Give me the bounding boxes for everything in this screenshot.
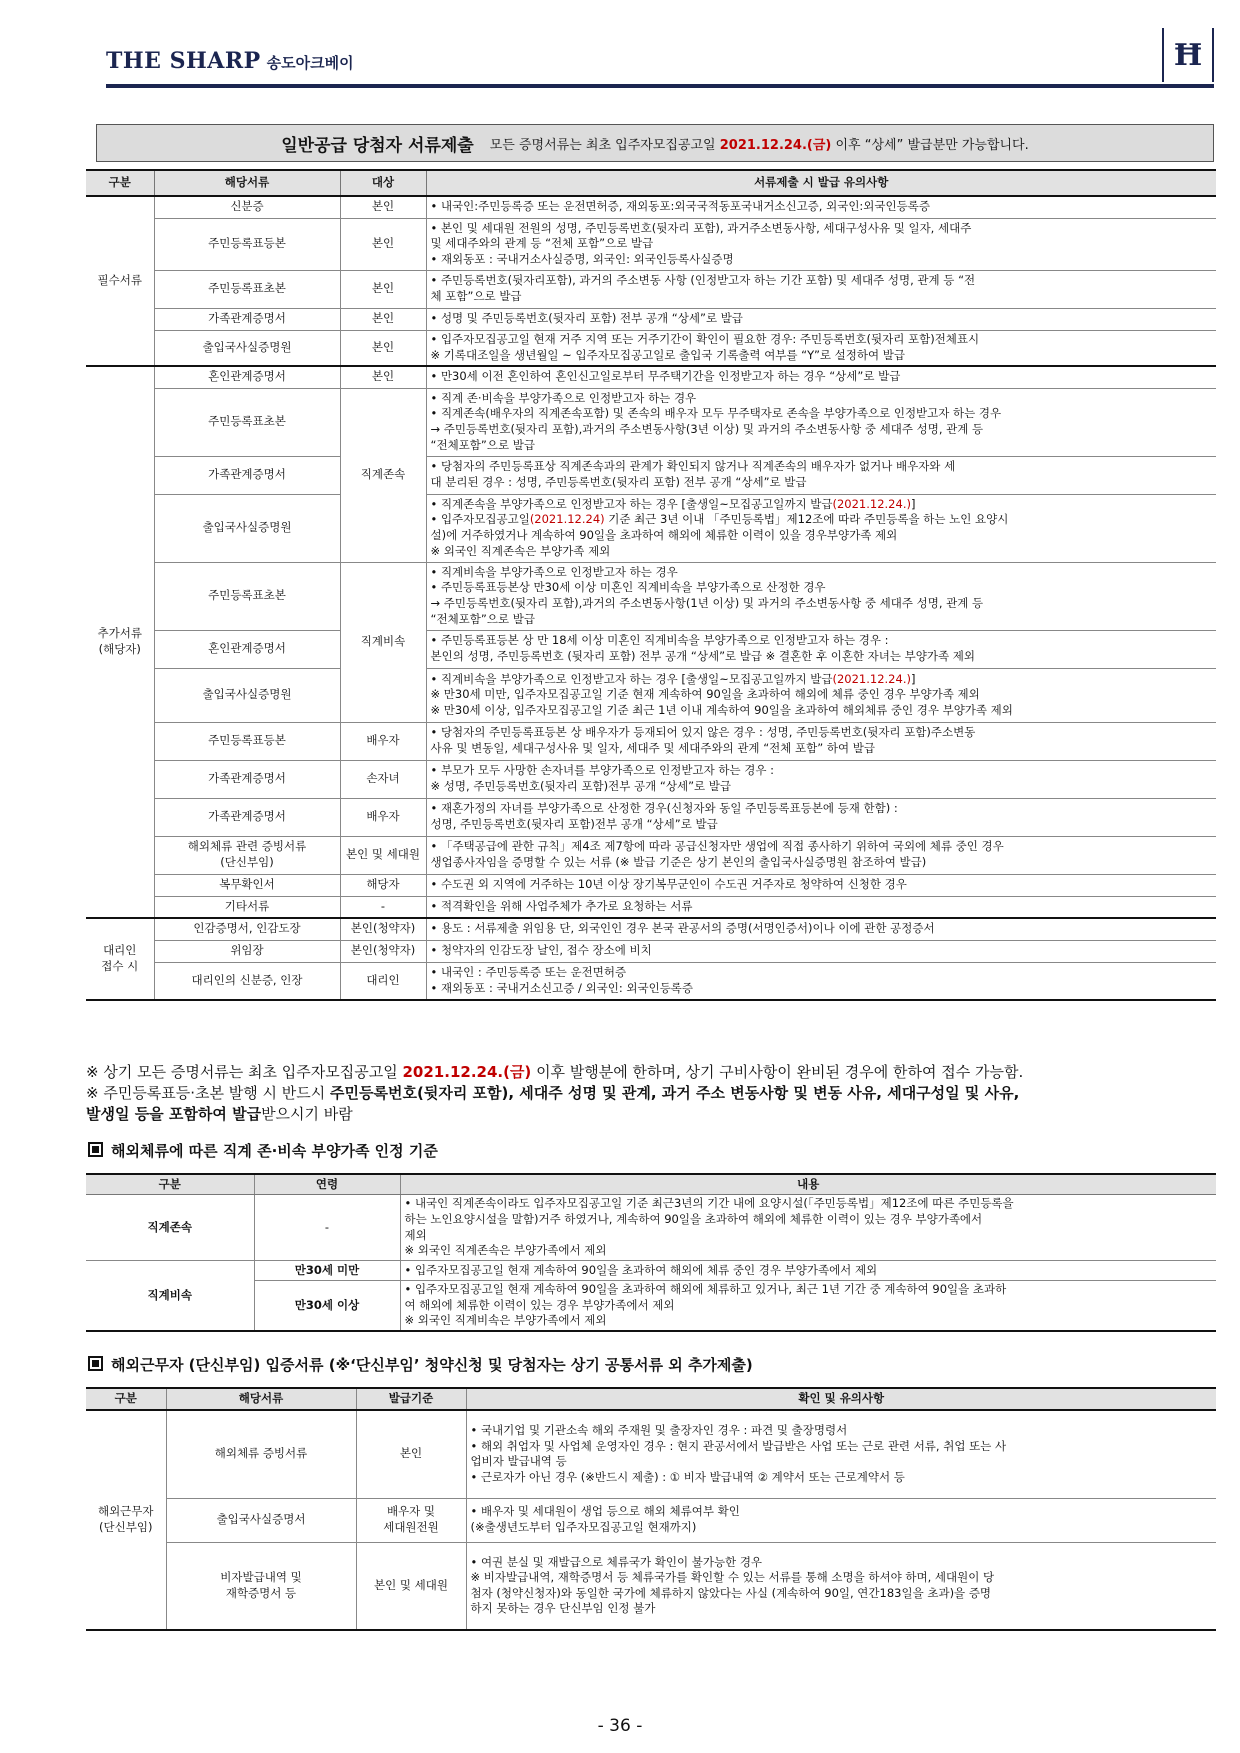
footnote-text: 이후 발행분에 한하며, 상기 구비사항이 완비된 경우에 한하여 접수 가능함. [531,1063,1024,1081]
table-row [86,1410,1216,1498]
note: • 국내기업 및 기관소속 해외 주재원 및 출장자인 경우 : 파견 및 출장명령서 [470,1423,848,1438]
doc-name: 출입국사실증명원 [154,668,340,722]
doc-name: 출입국사실증명서 [166,1498,356,1542]
note: → 주민등록번호(뒷자리 포함),과거의 주소변동사항(1년 이상) 및 과거의 주소변동사항 중 세대주 성명, 관계 등 “전체포함”으로 발급 [430,596,984,626]
note: • 직계비속을 부양가족으로 인정받고자 하는 경우 [430,564,678,579]
notes [426,760,1216,798]
section-title [88,1140,438,1161]
table-row [86,630,1216,668]
overseas-stay-criteria-table [86,1173,1216,1332]
table-row [86,760,1216,798]
col-header: 확인 및 유의사항 [466,1388,1216,1410]
col-header: 내용 [400,1174,1216,1195]
footnote-text: ※ 주민등록표등·초본 발행 시 반드시 [86,1084,331,1102]
group-label: 대리인 접수 시 [86,918,154,1000]
page-header [106,37,1214,88]
note: ※ 비자발급내역, 재학증명서 등 체류국가를 확인할 수 있는 서류를 통해 소명을 하셔야 하며, 세대원이 당 첨자 (청약신청자)와 동일한 국가에 체류하지 않았다는 사실 (계속하여 90일, 연간183일을 초과)을 증명 하지 못하는 경우 단신부임 인정 불가 [470,1570,995,1616]
note: (※출생년도부터 입주자모집공고일 현재까지) [470,1520,697,1534]
target: 본인 [340,308,426,330]
table-row [86,456,1216,494]
note-text: ] [910,671,916,686]
note: • 청약자의 인감도장 날인, 접수 장소에 비치 [430,943,652,958]
col-header: 연령 [254,1174,400,1195]
col-header: 구분 [86,1388,166,1410]
doc-name: 해외체류 관련 증빙서류 (단신부임) [154,836,340,874]
banner-date: 2021.12.24.(금) [719,137,832,153]
note-date: (2021.12.24.) [832,496,911,511]
notes [426,494,1216,562]
table-row [86,1261,1216,1281]
note-date: (2021.12.24) [529,512,605,527]
table-row [86,562,1216,630]
footnotes [86,1062,1216,1125]
col-header: 구분 [86,1174,254,1195]
doc-name: 혼인관계증명서 [154,630,340,668]
section-banner [96,124,1214,162]
doc-name: 출입국사실증명원 [154,330,340,366]
notes [426,388,1216,456]
footnote-text: 받으시기 바람 [261,1105,353,1123]
notes [466,1542,1216,1630]
notes [426,308,1216,330]
col-header: 해당서류 [166,1388,356,1410]
target: - [340,896,426,918]
table-row [86,1542,1216,1630]
target: 본인 및 세대원 [340,836,426,874]
col-header: 구분 [86,170,154,196]
footnote [86,1062,1216,1083]
notes [426,562,1216,630]
note-date: (2021.12.24.) [832,671,911,686]
note: • 여권 분실 및 재발급으로 체류국가 확인이 불가능한 경우 [470,1554,763,1569]
notes [426,940,1216,962]
table-row [86,196,1216,218]
col-header: 대상 [340,170,426,196]
note: ※ 기록대조일을 생년월일 ~ 입주자모집공고일로 출입국 기록출력 여부를 “Y”로 설정하여 발급 [430,347,905,362]
table-row [86,218,1216,270]
target: 대리인 [340,962,426,1000]
note: ※ 성명, 주민등록번호(뒷자리 포함)전부 공개 “상세”로 발급 [430,779,732,793]
notes [426,836,1216,874]
doc-name: 출입국사실증명원 [154,494,340,562]
note: • 재혼가정의 자녀를 부양가족으로 산정한 경우(신청자와 동일 주민등록표등본에 등재 한함) : 성명, 주민등록번호(뒷자리 포함)전부 공개 “상세”로 발급 [430,801,898,831]
document-submission-table [86,169,1216,1001]
target: 직계존속 [340,388,426,562]
note: • 근로자가 아닌 경우 (※반드시 제출) : ① 비자 발급내역 ② 계약서 또는 근로계약서 등 [470,1469,905,1484]
notes [426,630,1216,668]
note: • 입주자모집공고일 현재 거주 지역 또는 거주기간이 확인이 필요한 경우: 주민등록번호(뒷자리 포함)전체표시 [430,332,980,347]
note: ※ 외국인 직계비속은 부양가족에서 제외 [404,1313,607,1328]
table-header-row [86,170,1216,196]
notes [426,874,1216,896]
brand-name: THE SHARP [106,48,261,74]
note: • 만30세 이전 혼인하여 혼인신고일로부터 무주택기간을 인정받고자 하는 경우 “상세”로 발급 [430,369,901,384]
note: • 본인 및 세대원 전원의 성명, 주민등록번호(뒷자리 포함), 과거주소변동사항, 세대구성사유 및 일자, 세대주 및 세대주와의 관계 등 “전체 포함”으로 발급 [430,220,972,251]
doc-name: 인감증명서, 인감도장 [154,918,340,940]
note: • 주민등록번호(뒷자리포함), 과거의 주소변동 사항 (인정받고자 하는 기간 포함) 및 세대주 성명, 관계 등 “전 체 포함”으로 발급 [430,273,976,303]
group-label: 추가서류 (해당자) [86,366,154,918]
notes [426,218,1216,270]
note: • 직계존속(배우자의 직계존속포함) 및 존속의 배우자 모두 무주택자로 존속을 부양가족으로 인정받고자 하는 경우 [430,406,1002,421]
note: • 부모가 모두 사망한 손자녀를 부양가족으로 인정받고자 하는 경우 : [430,763,774,778]
note: • 주민등록표등본상 만30세 이상 미혼인 직계비속을 부양가족으로 산정한 경우 [430,580,826,595]
banner-text-a: 모든 증명서류는 최초 입주자모집공고일 [489,137,720,153]
table-row [86,896,1216,918]
doc-name: 주민등록표초본 [154,388,340,456]
table-row [86,1498,1216,1542]
banner-text-b: 이후 “상세” 발급분만 가능합니다. [831,137,1029,153]
target: 본인 [340,270,426,308]
note: • 해외 취업자 및 사업체 운영자인 경우 : 현지 관공서에서 발급받은 사업 또는 근로 관련 서류, 취업 또는 사 업비자 발급내역 등 [470,1438,1007,1469]
table-row [86,388,1216,456]
target: 배우자 [340,722,426,760]
target: 본인 [340,330,426,366]
notes [426,366,1216,388]
basis: 본인 [356,1410,466,1498]
table-row [86,940,1216,962]
table-header-row [86,1388,1216,1410]
notes [426,798,1216,836]
table-row [86,836,1216,874]
note: • 직계 존·비속을 부양가족으로 인정받고자 하는 경우 [430,390,697,405]
square-bullet-icon [88,1356,103,1371]
notes [426,722,1216,760]
brand-sub: 송도아크베이 [266,54,354,72]
note: • 내국인:주민등록증 또는 운전면허증, 재외동포:외국국적동포국내거소신고증, 외국인:외국인등록증 [430,199,930,214]
doc-name: 가족관계증명서 [154,456,340,494]
note: • 재외동포 : 국내거소신고증 / 외국인: 외국인등록증 [430,980,694,995]
note-text: • 직계비속을 부양가족으로 인정받고자 하는 경우 [출생일~모집공고일까지 발급 [430,671,833,686]
brand-mark-icon [1162,28,1214,82]
target: 본인 [340,218,426,270]
target: 본인(청약자) [340,918,426,940]
col-header: 발급기준 [356,1388,466,1410]
doc-name: 혼인관계증명서 [154,366,340,388]
note: • 재외동포 : 국내거소사실증명, 외국인: 외국인등록사실증명 [430,251,734,266]
table-row [86,918,1216,940]
doc-name: 신분증 [154,196,340,218]
note-text: • 직계존속을 부양가족으로 인정받고자 하는 경우 [출생일~모집공고일까지 발급 [430,496,833,511]
note: • 적격확인을 위해 사업주체가 추가로 요청하는 서류 [430,898,693,913]
doc-name: 주민등록표등본 [154,218,340,270]
category: 직계비속 [86,1261,254,1331]
footnote-text: ※ 상기 모든 증명서류는 최초 입주자모집공고일 [86,1063,403,1081]
note: • 당첨자의 주민등록표등본 상 배우자가 등재되어 있지 않은 경우 : 성명, 주민등록번호(뒷자리 포함)주소변동 사유 및 변동일, 세대구성사유 및 일자, 세대주 및 세대주와의 관계 “전체 포함” 하여 발급 [430,725,976,755]
doc-name: 기타서류 [154,896,340,918]
note: • 「주택공급에 관한 규칙」제4조 제7항에 따라 공급신청자만 생업에 직접 종사하기 위하여 국외에 체류 중인 경우 생업종사자임을 증명할 수 있는 서류 (※ 발급 기준은 상기 본인의 출입국사실증명원 참조하여 발급) [430,839,1004,869]
note: • 당첨자의 주민등록표상 직계존속과의 관계가 확인되지 않거나 직계존속의 배우자가 없거나 배우자와 세 대 분리된 경우 : 성명, 주민등록번호(뒷자리 포함) 전부 공개 “상세”로 발급 [430,459,956,489]
footnote-bold: 주민등록번호(뒷자리 포함), 세대주 성명 및 관계, 과거 주소 변동사항 및 변동 사유, 세대구성일 및 사유, 발생일 등을 포함하여 발급 [86,1084,1020,1123]
table-row [86,330,1216,366]
table-row [86,798,1216,836]
table-row [86,962,1216,1000]
section-title-text: 해외체류에 따른 직계 존·비속 부양가족 인정 기준 [111,1142,438,1160]
table-row [86,308,1216,330]
target: 본인 [340,196,426,218]
notes [426,330,1216,366]
target: 손자녀 [340,760,426,798]
table-row [86,1281,1216,1331]
section-title [88,1354,753,1375]
doc-name: 해외체류 증빙서류 [166,1410,356,1498]
notes [426,456,1216,494]
note [431,497,1213,513]
note-text: 기준 최근 3년 이내 「주민등록법」제12조에 따라 주민등록을 하는 노인 요양시 설)에 거주하였거나 계속하여 90일을 초과하여 해외에 체류한 이력이 있을 경우부양가족 제외 [430,512,1009,542]
content [400,1195,1216,1261]
note: • 입주자모집공고일 현재 계속하여 90일을 초과하여 해외에 체류하고 있거나, 최근 1년 기간 중 계속하여 90일을 초과하 여 해외에 체류한 이력이 있는 경우 부양가족에서 제외 [404,1282,1007,1312]
table-row [86,668,1216,722]
target: 배우자 [340,798,426,836]
footnote [86,1083,1216,1125]
section-title-text: 해외근무자 (단신부임) 입증서류 (※‘단신부임’ 청약신청 및 당첨자는 상기 공통서류 외 추가제출) [111,1356,753,1374]
basis: 배우자 및 세대원전원 [356,1498,466,1542]
doc-name: 가족관계증명서 [154,308,340,330]
table-header-row [86,1174,1216,1195]
notes [426,962,1216,1000]
age: - [254,1195,400,1261]
note: • 내국인 : 주민등록증 또는 운전면허증 [430,965,627,980]
basis: 본인 및 세대원 [356,1542,466,1630]
overseas-worker-table [86,1387,1216,1631]
page-number: - 36 - [597,1716,643,1736]
group-label: 해외근무자 (단신부임) [86,1410,166,1630]
doc-name: 비자발급내역 및 재학증명서 등 [166,1542,356,1630]
note [431,512,1213,543]
note: • 수도권 외 지역에 거주하는 10년 이상 장기복무군인이 수도권 거주자로 청약하여 신청한 경우 [430,877,907,892]
table-row [86,874,1216,896]
note: • 내국인 직계존속이라도 입주자모집공고일 기준 최근3년의 기간 내에 요양시설(「주민등록법」제12조에 따른 주민등록을 하는 노인요양시설을 말함)거주 하였거나, 계속하여 90일을 초과하여 해외에 체류한 이력이 있는 경우 부양가족에서 제외 [404,1196,1014,1242]
square-bullet-icon [88,1142,103,1157]
content [400,1261,1216,1281]
note: ※ 만30세 미만, 입주자모집공고일 기준 현재 계속하여 90일을 초과하여 해외에 체류 중인 경우 부양가족 제외 [430,687,980,702]
col-header: 해당서류 [154,170,340,196]
note: ※ 외국인 직계존속은 부양가족에서 제외 [404,1243,607,1258]
note-text: • 입주자모집공고일 [430,512,530,527]
note: • 용도 : 서류제출 위임용 단, 외국인인 경우 본국 관공서의 증명(서명인증서)이나 이에 관한 공정증서 [430,921,935,936]
table-row [86,722,1216,760]
table-row [86,366,1216,388]
footnote-date: 2021.12.24.(금) [402,1063,532,1081]
table-row [86,270,1216,308]
doc-name: 주민등록표초본 [154,270,340,308]
notes [426,918,1216,940]
doc-name: 가족관계증명서 [154,760,340,798]
note [431,672,1213,688]
doc-name: 가족관계증명서 [154,798,340,836]
note: • 주민등록표등본 상 만 18세 이상 미혼인 직계비속을 부양가족으로 인정받고자 하는 경우 : 본인의 성명, 주민등록번호 (뒷자리 포함) 전부 공개 “상세”로 발급 ※ 결혼한 후 이혼한 자녀는 부양가족 제외 [430,633,975,663]
note: ※ 만30세 이상, 입주자모집공고일 기준 최근 1년 이내 계속하여 90일을 초과하여 해외체류 중인 경우 부양가족 제외 [430,702,1013,717]
age: 만30세 미만 [254,1261,400,1281]
col-header: 서류제출 시 발급 유의사항 [426,170,1216,196]
note-text: ] [910,496,916,511]
notes [426,196,1216,218]
target: 해당자 [340,874,426,896]
note: ※ 외국인 직계존속은 부양가족 제외 [430,543,611,558]
doc-name: 주민등록표초본 [154,562,340,630]
table-row [86,1195,1216,1261]
group-label: 필수서류 [86,196,154,366]
target: 본인 [340,366,426,388]
notes [466,1410,1216,1498]
table-row [86,494,1216,562]
brand-logo-text [106,48,354,74]
doc-name: 복무확인서 [154,874,340,896]
notes [426,896,1216,918]
notes [426,270,1216,308]
note: • 배우자 및 세대원이 생업 등으로 해외 체류여부 확인 [470,1504,740,1519]
notes [426,668,1216,722]
doc-name: 주민등록표등본 [154,722,340,760]
doc-name: 대리인의 신분증, 인장 [154,962,340,1000]
header-rule [106,84,1214,88]
note: → 주민등록번호(뒷자리 포함),과거의 주소변동사항(3년 이상) 및 과거의 주소변동사항 중 세대주 성명, 관계 등 “전체포함”으로 발급 [430,422,984,452]
age: 만30세 이상 [254,1281,400,1331]
doc-name: 위임장 [154,940,340,962]
category: 직계존속 [86,1195,254,1261]
banner-title: 일반공급 당첨자 서류제출 [281,135,474,156]
note: • 성명 및 주민등록번호(뒷자리 포함) 전부 공개 “상세”로 발급 [430,311,743,326]
notes [466,1498,1216,1542]
content [400,1281,1216,1331]
target: 직계비속 [340,562,426,722]
brand-mark-glyph: Ħ [1173,37,1203,73]
note: • 입주자모집공고일 현재 계속하여 90일을 초과하여 해외에 체류 중인 경우 부양가족에서 제외 [404,1262,878,1277]
target: 본인(청약자) [340,940,426,962]
